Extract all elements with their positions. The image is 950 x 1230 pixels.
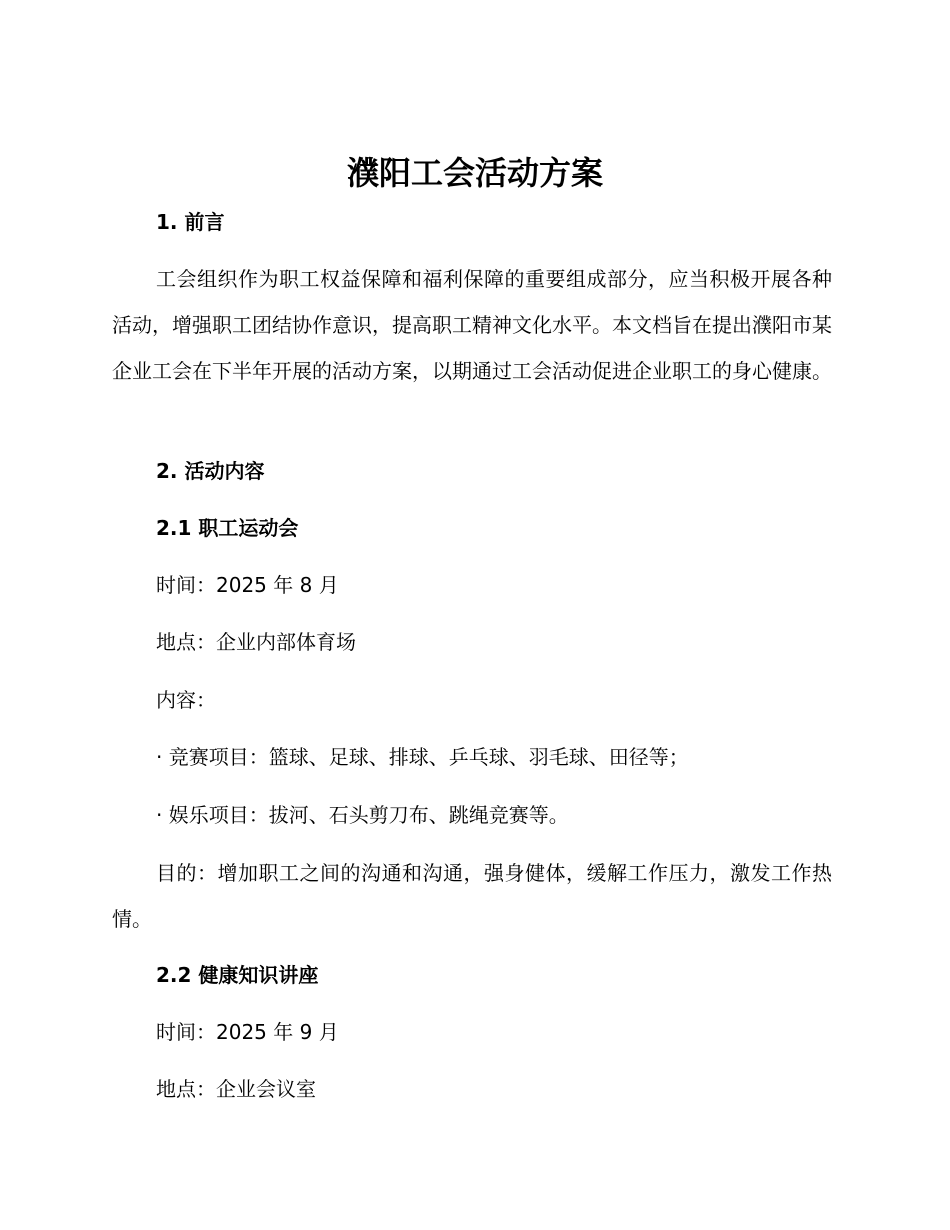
sports-meet-place: 地点：企业内部体育场 <box>156 630 356 654</box>
sports-meet-content-label: 内容： <box>156 688 216 712</box>
sports-meet-purpose: 目的：增加职工之间的沟通和沟通，强身健体，缓解工作压力，激发工作热情。 <box>112 861 832 931</box>
health-lecture-place: 地点：企业会议室 <box>156 1077 316 1101</box>
health-lecture-time: 时间：2025 年 9 月 <box>156 1020 339 1044</box>
bullet-competition-items: · 竞赛项目：篮球、足球、排球、乒乓球、羽毛球、田径等； <box>156 745 689 769</box>
section-heading-activities: 2. 活动内容 <box>156 459 265 483</box>
bullet-entertainment-items: · 娱乐项目：拔河、石头剪刀布、跳绳竞赛等。 <box>156 803 569 827</box>
subsection-heading-sports-meet: 2.1 职工运动会 <box>156 516 299 540</box>
section-heading-preface: 1. 前言 <box>156 210 225 234</box>
sports-meet-time: 时间：2025 年 8 月 <box>156 573 339 597</box>
document-title: 濮阳工会活动方案 <box>346 154 603 192</box>
preface-paragraph: 工会组织作为职工权益保障和福利保障的重要组成部分，应当积极开展各种活动，增强职工团结协作意识，提高职工精神文化水平。本文档旨在提出濮阳市某企业工会在下半年开展的活动方案，以期通过工会活动促进企业职工的身心健康。 <box>112 267 832 383</box>
subsection-heading-health-lecture: 2.2 健康知识讲座 <box>156 963 319 987</box>
